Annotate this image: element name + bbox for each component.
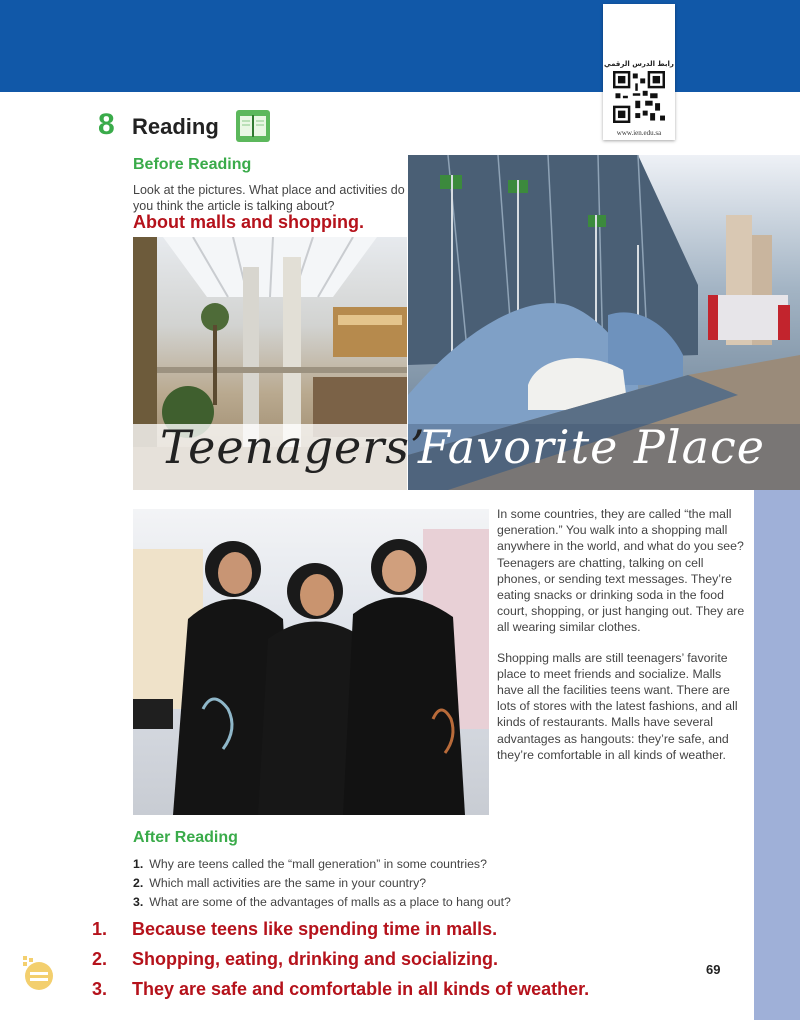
answer-number: 3. <box>92 979 108 999</box>
qr-code-icon[interactable] <box>613 71 665 123</box>
question-text: Which mall activities are the same in your country? <box>149 876 427 890</box>
article-body <box>497 506 749 763</box>
before-reading-answer: About malls and shopping. <box>133 212 364 232</box>
question-text: What are some of the advantages of malls as a place to hang out? <box>149 895 511 909</box>
answer-text: They are safe and comfortable in all kinds of weather. <box>132 979 590 999</box>
article-paragraph: Shopping malls are still teenagers’ favorite place to meet friends and socialize. Malls have all the facilities teens want. There are lots of stores with the latest fashions, and all kinds of restaurants. Malls have several advantages as hangouts: they’re safe, and they’re comfortable in all kinds of weather. <box>497 650 738 762</box>
digital-lesson-card[interactable] <box>603 4 675 140</box>
question-number: 3. <box>133 895 144 909</box>
side-strip <box>754 490 800 1020</box>
header-band <box>0 0 800 92</box>
article-paragraph: In some countries, they are called “the mall generation.” You walk into a shopping mall anywhere in the world, and what do you see? Teenagers are chatting, talking on cell phones, or sending text messages. They’re eating snacks or drinking soda in the food court, shopping, or just hanging out. They are all wearing similar clothes. <box>497 507 745 635</box>
question-item <box>133 855 583 874</box>
section-title: Reading <box>132 114 219 139</box>
qr-caption: رابط الدرس الرقمي <box>604 60 674 68</box>
article-title-part1: Teenagers’ <box>160 420 426 474</box>
question-item <box>133 893 583 912</box>
before-reading-heading: Before Reading <box>133 156 252 173</box>
answer-item <box>92 944 589 974</box>
question-number: 1. <box>133 857 144 871</box>
book-icon <box>236 110 270 142</box>
answer-number: 2. <box>92 949 108 969</box>
before-reading-question: Look at the pictures. What place and activities do you think the article is talking about? <box>133 183 405 213</box>
section-number: 8 <box>98 108 115 141</box>
answer-text: Because teens like spending time in malls. <box>132 919 498 939</box>
answer-item <box>92 914 589 944</box>
answer-item <box>92 974 589 1004</box>
answer-text: Shopping, eating, drinking and socializing. <box>132 949 499 969</box>
publisher-logo-icon <box>20 952 54 992</box>
answers-list <box>92 914 589 1004</box>
after-reading-heading: After Reading <box>133 829 238 846</box>
answer-number: 1. <box>92 919 108 939</box>
question-number: 2. <box>133 876 144 890</box>
page-number: 69 <box>706 962 721 977</box>
question-text: Why are teens called the “mall generation” in some countries? <box>149 857 487 871</box>
question-item <box>133 874 583 893</box>
after-reading-questions <box>133 855 583 912</box>
teenagers-photo <box>133 509 489 815</box>
article-title-part2: Favorite Place <box>418 420 766 474</box>
qr-url[interactable]: www.ien.edu.sa <box>616 129 662 137</box>
